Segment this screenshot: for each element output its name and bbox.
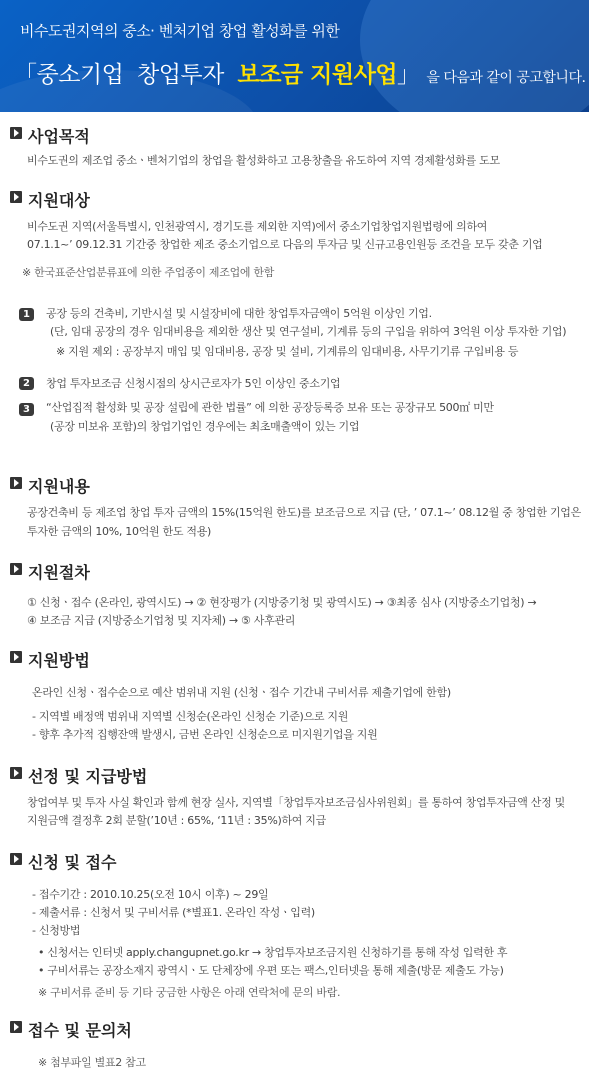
section-header	[0, 764, 589, 786]
contact-note: ※ 첨부파일 별표2 참고	[38, 1056, 146, 1069]
bullet-arrow-icon	[10, 191, 22, 203]
number-badge: 1	[19, 308, 34, 321]
section-header	[0, 648, 589, 670]
number-badge: 2	[19, 377, 34, 390]
application-line: - 접수기간 : 2010.10.25(오전 10시 이후) ~ 29일	[32, 888, 269, 901]
banner-title-tail: 을 다음과 같이 공고합니다.	[426, 70, 586, 86]
section-title: 지원내용	[28, 477, 90, 496]
section-procedure	[0, 560, 589, 627]
selection-line: 창업여부 및 투자 사실 확인과 함께 현장 실사, 지역별「창업투자보조금심사위원회」를 통하여 창업투자금액 산정 및	[27, 796, 565, 809]
target-line: 비수도권 지역(서울특별시, 인천광역시, 경기도를 제외한 지역)에서 중소기업창업지원법령에 의하여	[27, 220, 488, 233]
method-line: - 지역별 배정액 범위내 지역별 신청순(온라인 신청순 기준)으로 지원	[32, 710, 349, 723]
section-header	[0, 560, 589, 582]
bullet-arrow-icon	[10, 651, 22, 663]
section-method	[0, 648, 589, 741]
target-item-line: (단, 임대 공장의 경우 임대비용을 제외한 생산 및 연구설비, 기계류 등의 구입을 위하여 3억원 이상 투자한 기업)	[50, 325, 567, 338]
target-item-line: 공장 등의 건축비, 기반시설 및 시설장비에 대한 창업투자금액이 5억원 이상인 기업.	[46, 307, 432, 320]
application-line: • 신청서는 인터넷 apply.changupnet.go.kr → 창업투자보조금지원 신청하기를 통해 작성 입력한 후	[38, 946, 508, 959]
section-content	[0, 474, 589, 538]
bullet-arrow-icon	[10, 1021, 22, 1033]
section-application	[0, 850, 589, 999]
target-note: ※ 한국표준산업분류표에 의한 주업종이 제조업에 한함	[22, 266, 275, 279]
section-purpose	[0, 124, 589, 167]
section-header	[0, 474, 589, 496]
application-line: • 구비서류는 공장소재지 광역시ㆍ도 단체장에 우편 또는 팩스,인터넷을 통해 제출(방문 제출도 가능)	[38, 964, 504, 977]
banner-title	[14, 56, 585, 89]
target-item-line: (공장 미보유 포함)의 창업기업인 경우에는 최초매출액이 있는 기업	[50, 420, 360, 433]
method-line: 온라인 신청ㆍ접수순으로 예산 범위내 지원 (신청ㆍ접수 기간내 구비서류 제출기업에 한함)	[32, 686, 451, 699]
procedure-line: ④ 보조금 지급 (지방중소기업청 및 지자체) → ⑤ 사후관리	[27, 614, 296, 627]
header-banner	[0, 0, 589, 112]
banner-subtitle: 비수도권지역의 중소· 벤처기업 창업 활성화를 위한	[20, 22, 340, 40]
section-title: 지원절차	[28, 563, 90, 582]
banner-title-close: 」	[397, 62, 420, 88]
target-item-note: ※ 지원 제외 : 공장부지 매입 및 임대비용, 공장 및 설비, 기계류의 임대비용, 사무기기류 구입비용 등	[56, 345, 519, 358]
bullet-arrow-icon	[10, 767, 22, 779]
purpose-text: 비수도권의 제조업 중소ㆍ벤처기업의 창업을 활성화하고 고용창출을 유도하여 지역 경제활성화를 도모	[27, 154, 500, 167]
method-line: - 향후 추가적 집행잔액 발생시, 금번 온라인 신청순으로 미지원기업을 지원	[32, 728, 378, 741]
banner-title-open: 「중소기업	[14, 62, 124, 88]
banner-title-highlight: 보조금 지원사업	[237, 61, 398, 88]
target-line: 07.1.1~’ 09.12.31 기간중 창업한 제조 중소기업으로 다음의 투자금 및 신규고용인원등 조건을 모두 갖춘 기업	[27, 238, 543, 251]
target-item-line: 창업 투자보조금 신청시점의 상시근로자가 5인 이상인 중소기업	[46, 377, 341, 390]
section-header	[0, 124, 589, 146]
content-line: 투자한 금액의 10%, 10억원 한도 적용)	[27, 525, 212, 538]
bullet-arrow-icon	[10, 563, 22, 575]
application-note: ※ 구비서류 준비 등 기타 궁금한 사항은 아래 연락처에 문의 바람.	[38, 986, 341, 999]
section-selection	[0, 764, 589, 827]
bullet-arrow-icon	[10, 477, 22, 489]
section-header	[0, 188, 589, 210]
selection-line: 지원금액 결정후 2회 분할(’10년 : 65%, ‘11년 : 35%)하여 지급	[27, 814, 326, 827]
section-contact	[0, 1018, 589, 1069]
section-header	[0, 850, 589, 872]
procedure-line: ① 신청ㆍ접수 (온라인, 광역시도) → ② 현장평가 (지방중기청 및 광역시도) → ③최종 심사 (지방중소기업청) →	[27, 596, 537, 609]
section-title: 지원대상	[28, 191, 90, 210]
application-line: - 제출서류 : 신청서 및 구비서류 (*별표1. 온라인 작성ㆍ입력)	[32, 906, 315, 919]
section-title: 신청 및 접수	[28, 853, 117, 872]
banner-title-middle: 창업투자	[137, 62, 224, 88]
section-target	[0, 188, 589, 433]
section-header	[0, 1018, 589, 1040]
content-line: 공장건축비 등 제조업 창업 투자 금액의 15%(15억원 한도)를 보조금으로 지급 (단, ’ 07.1~’ 08.12월 중 창업한 기업은	[27, 506, 581, 519]
section-title: 선정 및 지급방법	[28, 767, 148, 786]
section-title: 지원방법	[28, 651, 90, 670]
target-item-line: “산업집적 활성화 및 공장 설립에 관한 법률” 에 의한 공장등록증 보유 또는 공장규모 500㎡ 미만	[46, 401, 494, 414]
application-line: - 신청방법	[32, 924, 81, 937]
section-title: 사업목적	[28, 127, 90, 146]
bullet-arrow-icon	[10, 127, 22, 139]
bullet-arrow-icon	[10, 853, 22, 865]
section-title: 접수 및 문의처	[28, 1021, 132, 1040]
number-badge: 3	[19, 403, 34, 416]
